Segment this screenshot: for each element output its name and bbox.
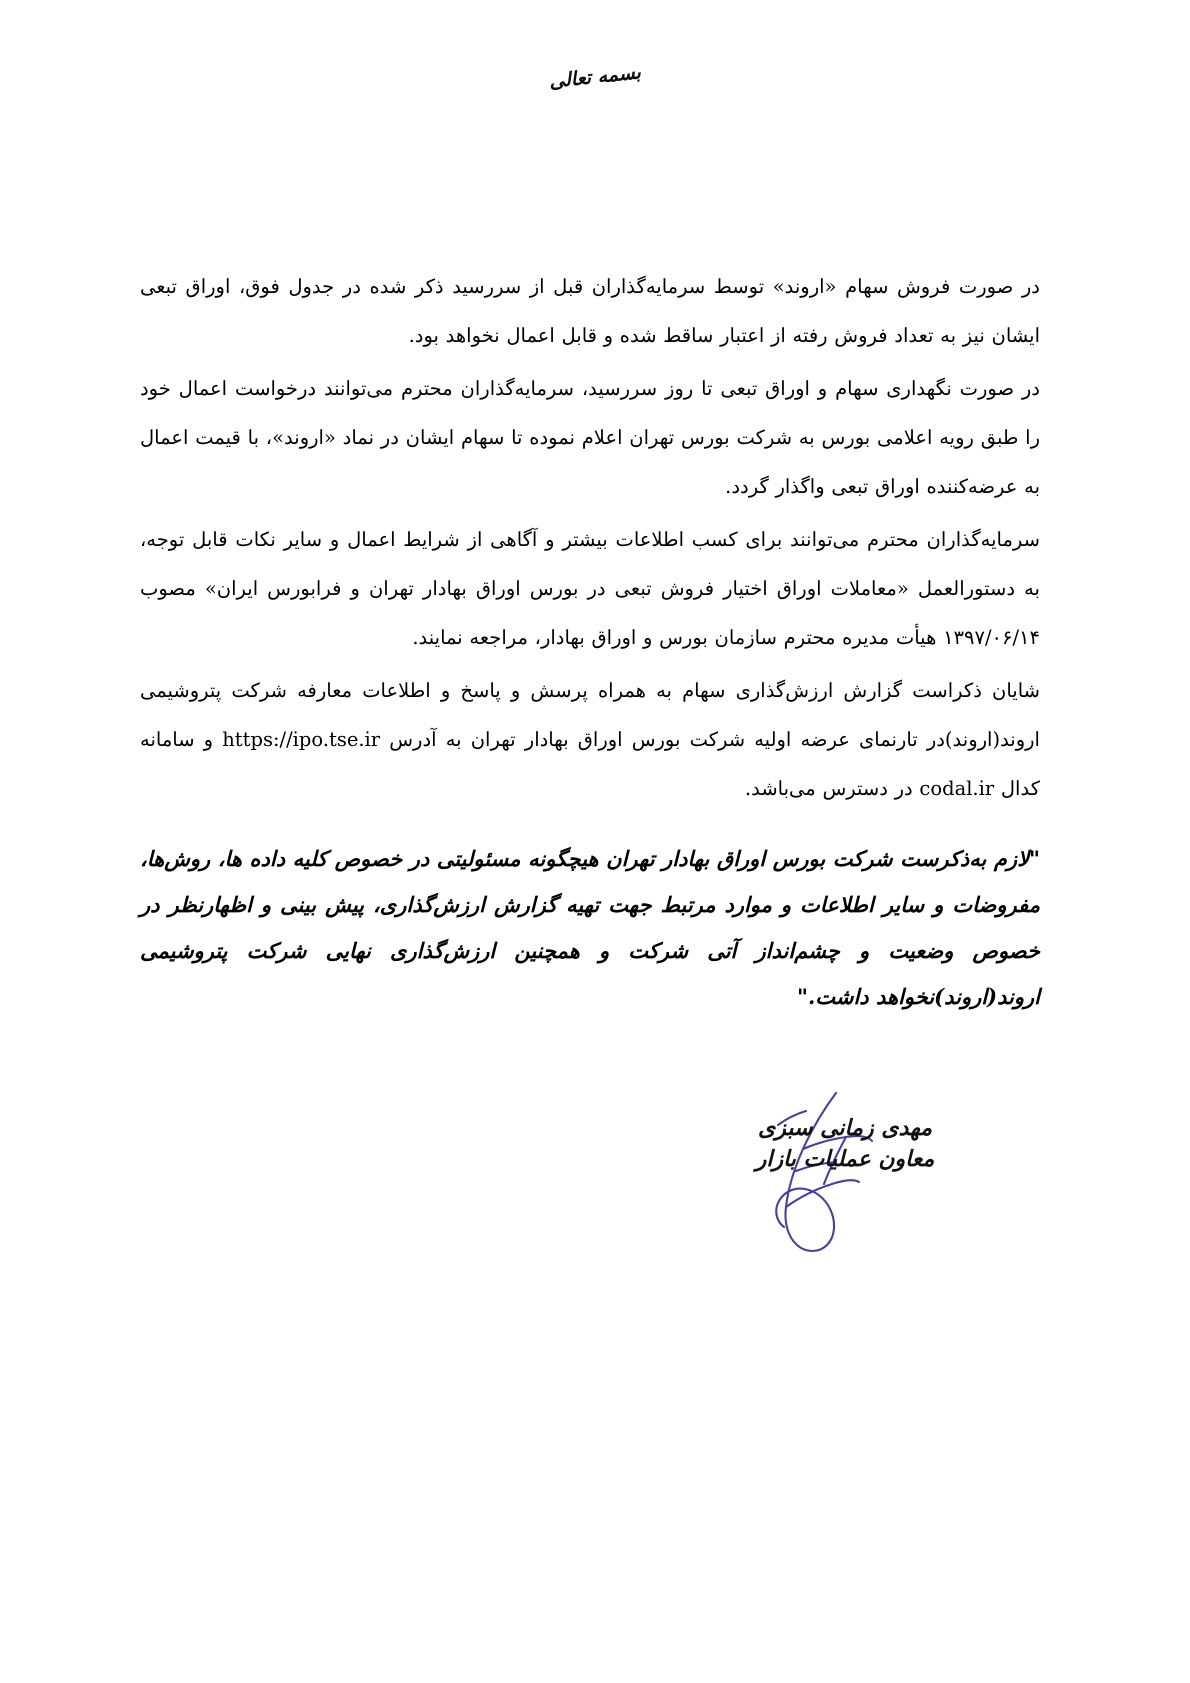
- paragraph-3: سرمایه‌گذاران محترم می‌توانند برای کسب اطلاعات بیشتر و آگاهی از شرایط اعمال و سایر نکات قابل توجه، به دستورالعمل «معاملات اوراق اختیار فروش تبعی در بورس اوراق بهادار تهران و فرابورس ایران» مصوب ۱۳۹۷/۰۶/۱۴ هیأت مدیره محترم سازمان بورس و اوراق بهادار، مراجعه نمایند.: [140, 528, 1040, 649]
- ipo-tse-url[interactable]: https://ipo.tse.ir: [222, 728, 381, 751]
- paragraph-4-text-part-1: شایان ذکراست گزارش ارزش‌گذاری سهام به همراه پرسش و پاسخ و اطلاعات معارفه شرکت پتروشیمی اروند(اروند)در تارنمای عرضه اولیه شرکت بورس اوراق بهادار تهران به آدرس: [140, 679, 1040, 751]
- signature-block: [600, 1075, 1020, 1275]
- disclaimer-quote: "لازم به‌ذکرست شرکت بورس اوراق بهادار تهران هیچگونه مسئولیتی در خصوص کلیه داده ها، روش‌ها، مفروضات و سایر اطلاعات و موارد مرتبط جهت تهیه گزارش ارزش‌گذاری، پیش بینی و اظهارنظر در خصوص وضعیت و چشم‌انداز آتی شرکت و همچنین ارزش‌گذاری نهایی شرکت پتروشیمی اروند(اروند)نخواهد داشت.": [140, 846, 1040, 1009]
- codal-url[interactable]: codal.ir: [919, 777, 995, 800]
- handwritten-signature-icon: [600, 1075, 1020, 1275]
- paragraph-4-text-part-2: و سامانه کدال: [140, 728, 1040, 800]
- basmala-header: بسمه تعالی: [548, 61, 642, 93]
- paragraph-4-text-part-3: در دسترس می‌باشد.: [744, 777, 920, 800]
- paragraph-4: [140, 666, 1040, 813]
- paragraph-1: در صورت فروش سهام «اروند» توسط سرمایه‌گذاران قبل از سررسید ذکر شده در جدول فوق، اوراق تبعی ایشان نیز به تعداد فروش رفته از اعتبار ساقط شده و قابل اعمال نخواهد بود.: [140, 275, 1040, 347]
- signature-name-block: [680, 1113, 1010, 1175]
- document-body: [140, 262, 1040, 813]
- signatory-title: معاون عملیات بازار: [755, 1146, 935, 1172]
- paragraph-2: در صورت نگهداری سهام و اوراق تبعی تا روز سررسید، سرمایه‌گذاران محترم می‌توانند درخواست اعمال خود را طبق رویه اعلامی بورس به شرکت بورس تهران اعلام نموده تا سهام ایشان در نماد «اروند»، با قیمت اعمال به عرضه‌کننده اوراق تبعی واگذار گردد.: [140, 377, 1040, 498]
- signatory-name: مهدی زمانی سبزی: [757, 1115, 932, 1141]
